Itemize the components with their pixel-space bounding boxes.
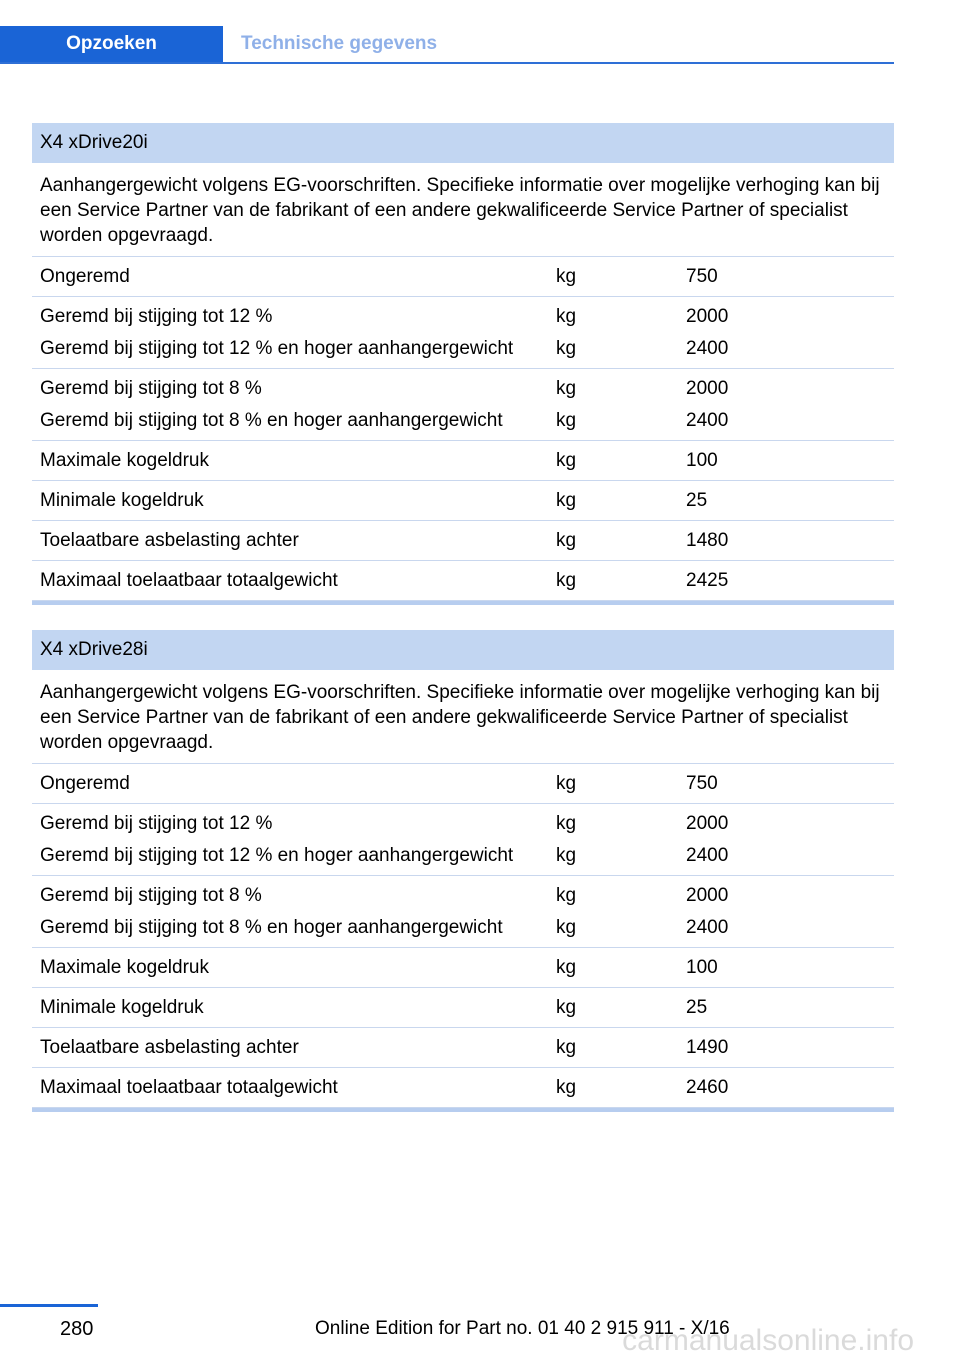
table-row: [32, 369, 894, 441]
row-value-cell: [686, 997, 894, 1019]
row-value-cell: [686, 804, 894, 875]
table-row: [32, 297, 894, 369]
row-unit: kg: [556, 409, 577, 431]
row-unit: kg: [556, 884, 577, 906]
row-label-cell: [32, 450, 556, 472]
table-row: [32, 481, 894, 521]
row-unit-cell: [556, 804, 686, 875]
page-number: 280: [60, 1318, 94, 1340]
tab-technische-gegevens[interactable]: Technische gegevens: [241, 33, 438, 54]
row-value: 2000: [686, 377, 729, 399]
table-row: [32, 521, 894, 561]
row-value-cell: [686, 1077, 894, 1099]
table-row: [32, 876, 894, 948]
footer-rule: [0, 1304, 98, 1307]
row-label: Ongeremd: [40, 265, 130, 287]
row-value-cell: [686, 570, 894, 592]
row-value: 25: [686, 996, 708, 1018]
row-value: 2000: [686, 305, 729, 327]
row-unit-cell: [556, 997, 686, 1019]
watermark: carmanualsonline.info: [622, 1324, 914, 1357]
row-unit-cell: [556, 266, 686, 288]
row-unit-cell: [556, 490, 686, 512]
row-value: 2425: [686, 569, 729, 591]
table-row: [32, 1068, 894, 1108]
row-unit-cell: [556, 773, 686, 795]
row-value-cell: [686, 530, 894, 552]
row-value-cell: [686, 369, 894, 440]
row-label: Ongeremd: [40, 772, 130, 794]
table-row: [32, 1028, 894, 1068]
row-label-cell: [32, 570, 556, 592]
row-unit: kg: [556, 265, 577, 287]
row-label: Maximaal toelaatbaar totaalgewicht: [40, 569, 338, 591]
row-unit: kg: [556, 916, 577, 938]
table-bottom-rule: [32, 601, 894, 605]
row-label-cell: [32, 804, 556, 875]
row-label: Toelaatbare asbelasting achter: [40, 1036, 299, 1058]
table-row: [32, 804, 894, 876]
row-value: 2460: [686, 1076, 729, 1098]
row-label: Geremd bij stijging tot 8 % en hoger aanhangergewicht: [40, 916, 503, 938]
row-value-cell: [686, 450, 894, 472]
row-label-cell: [32, 876, 556, 947]
row-unit: kg: [556, 489, 577, 511]
row-value: 100: [686, 449, 718, 471]
row-unit-cell: [556, 369, 686, 440]
row-label: Geremd bij stijging tot 8 %: [40, 377, 262, 399]
row-value: 2400: [686, 916, 729, 938]
row-unit-cell: [556, 876, 686, 947]
row-value: 2400: [686, 844, 729, 866]
row-unit: kg: [556, 337, 577, 359]
spec-table-note: Aanhangergewicht volgens EG-voorschriften. Specifieke informatie over mogelijke verhoging kan bij een Service Partner van de fabrikant of een andere gekwalificeerde Service Partner of specialist worden opgevraagd.: [32, 670, 894, 764]
row-unit: kg: [556, 569, 577, 591]
row-value: 2000: [686, 812, 729, 834]
row-label: Minimale kogeldruk: [40, 996, 204, 1018]
row-label: Geremd bij stijging tot 12 %: [40, 305, 273, 327]
row-value: 750: [686, 265, 718, 287]
tab-opzoeken[interactable]: Opzoeken: [0, 26, 223, 62]
table-row: [32, 257, 894, 297]
row-label: Maximale kogeldruk: [40, 956, 209, 978]
row-label: Geremd bij stijging tot 8 % en hoger aanhangergewicht: [40, 409, 503, 431]
row-unit: kg: [556, 1036, 577, 1058]
table-row: [32, 764, 894, 804]
row-label: Geremd bij stijging tot 12 % en hoger aanhangergewicht: [40, 337, 514, 359]
spec-table: [32, 630, 894, 1112]
row-value-cell: [686, 297, 894, 368]
row-value-cell: [686, 266, 894, 288]
row-label: Geremd bij stijging tot 8 %: [40, 884, 262, 906]
table-row: [32, 441, 894, 481]
row-unit-cell: [556, 1077, 686, 1099]
row-label: Geremd bij stijging tot 12 % en hoger aanhangergewicht: [40, 844, 514, 866]
row-label-cell: [32, 1077, 556, 1099]
row-unit-cell: [556, 297, 686, 368]
row-label-cell: [32, 266, 556, 288]
row-unit-cell: [556, 1037, 686, 1059]
row-label: Maximaal toelaatbaar totaalgewicht: [40, 1076, 338, 1098]
row-label: Toelaatbare asbelasting achter: [40, 529, 299, 551]
spec-table-note: Aanhangergewicht volgens EG-voorschriften. Specifieke informatie over mogelijke verhoging kan bij een Service Partner van de fabrikant of een andere gekwalificeerde Service Partner of specialist worden opgevraagd.: [32, 163, 894, 257]
row-label-cell: [32, 773, 556, 795]
row-label-cell: [32, 490, 556, 512]
table-row: [32, 988, 894, 1028]
row-unit: kg: [556, 529, 577, 551]
row-unit-cell: [556, 450, 686, 472]
row-unit: kg: [556, 449, 577, 471]
row-label-cell: [32, 957, 556, 979]
row-unit: kg: [556, 772, 577, 794]
row-value-cell: [686, 957, 894, 979]
row-value: 1490: [686, 1036, 729, 1058]
row-value: 2400: [686, 337, 729, 359]
row-value: 1480: [686, 529, 729, 551]
row-value-cell: [686, 490, 894, 512]
spec-rows: [32, 257, 894, 601]
row-label-cell: [32, 1037, 556, 1059]
row-label-cell: [32, 997, 556, 1019]
row-unit-cell: [556, 530, 686, 552]
row-unit-cell: [556, 570, 686, 592]
row-label-cell: [32, 297, 556, 368]
row-label: Geremd bij stijging tot 12 %: [40, 812, 273, 834]
row-label-cell: [32, 530, 556, 552]
row-unit: kg: [556, 996, 577, 1018]
page-header: [0, 26, 894, 64]
row-value-cell: [686, 876, 894, 947]
row-value: 2400: [686, 409, 729, 431]
table-row: [32, 561, 894, 601]
table-row: [32, 948, 894, 988]
spec-table-title: X4 xDrive20i: [32, 123, 894, 163]
edition-note: Online Edition for Part no. 01 40 2 915 911 - X/16: [315, 1318, 730, 1339]
row-unit: kg: [556, 1076, 577, 1098]
row-unit: kg: [556, 844, 577, 866]
row-unit: kg: [556, 377, 577, 399]
row-value-cell: [686, 773, 894, 795]
spec-table-title: X4 xDrive28i: [32, 630, 894, 670]
row-value: 25: [686, 489, 708, 511]
row-value: 100: [686, 956, 718, 978]
row-unit: kg: [556, 305, 577, 327]
row-label: Minimale kogeldruk: [40, 489, 204, 511]
row-unit-cell: [556, 957, 686, 979]
row-unit: kg: [556, 812, 577, 834]
row-value-cell: [686, 1037, 894, 1059]
row-value: 2000: [686, 884, 729, 906]
spec-rows: [32, 764, 894, 1108]
row-label-cell: [32, 369, 556, 440]
table-bottom-rule: [32, 1108, 894, 1112]
spec-table: [32, 123, 894, 605]
row-unit: kg: [556, 956, 577, 978]
row-label: Maximale kogeldruk: [40, 449, 209, 471]
row-value: 750: [686, 772, 718, 794]
